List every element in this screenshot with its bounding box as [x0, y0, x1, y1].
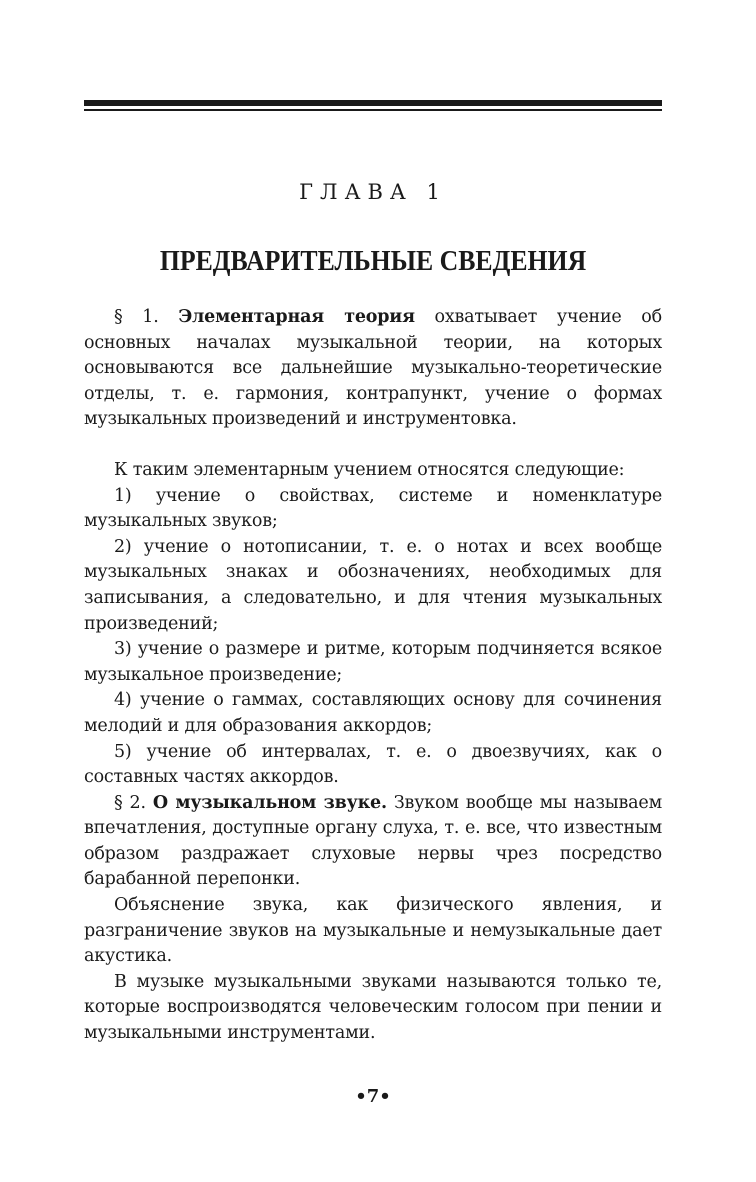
section-2-paragraph [84, 791, 662, 893]
body-paragraph: Объяснение звука, как физического явления, и разграничение звуков на музыкальные и немузыкальные дает акустика. [84, 895, 662, 967]
section-2-text: Звуком вообще мы называем впечатления, доступные органу слуха, т. е. все, что известным образом раздражает слуховые нервы чрез посредство барабанной перепонки. [84, 792, 662, 890]
list-item: 1) учение о свойствах, системе и номенклатуре музыкальных звуков; [84, 485, 662, 532]
page-number: •7• [355, 1086, 391, 1107]
list-item: 3) учение о размере и ритме, которым подчиняется всякое музыкальное произведение; [84, 639, 662, 685]
section-1-paragraph [84, 305, 662, 433]
section-1-number: § 1. [114, 307, 159, 327]
chapter-label: ГЛАВА 1 [299, 180, 447, 204]
section-2-number: § 2. [114, 792, 146, 813]
section-2-term: О музыкальном звуке. [152, 792, 387, 813]
section-1-text: охватывает учение об основных началах музыкальной теории, на которых основываются все дальнейшие музыкально-теоретические отделы, т. е. гармония, контрапункт, учение о формах музыкальных произведений и инструментовка. [84, 307, 662, 430]
list-item: 4) учение о гаммах, составляющих основу для сочинения мелодий и для образования аккордов; [84, 690, 662, 736]
header-rule-thick [84, 100, 662, 106]
list-item: 2) учение о нотописании, т. е. о нотах и всех вообще музыкальных знаках и обозначениях, необходимых для записывания, а следовательно, и для чтения музыкальных произведений; [84, 536, 662, 634]
list-item: 5) учение об интервалах, т. е. о двоезвучиях, как о составных частях аккордов. [84, 741, 662, 788]
chapter-title: ПРЕДВАРИТЕЛЬНЫЕ СВЕДЕНИЯ [159, 246, 587, 277]
list-intro: К таким элементарным учением относятся следующие: [114, 459, 625, 480]
section-1-term: Элементарная теория [178, 307, 415, 327]
body-paragraph: В музыке музыкальными звуками называются только те, которые воспроизводятся человеческим голосом при пении и музыкальными инструментами. [84, 971, 662, 1044]
page-body [84, 305, 662, 1047]
header-rule-thin [84, 109, 662, 111]
